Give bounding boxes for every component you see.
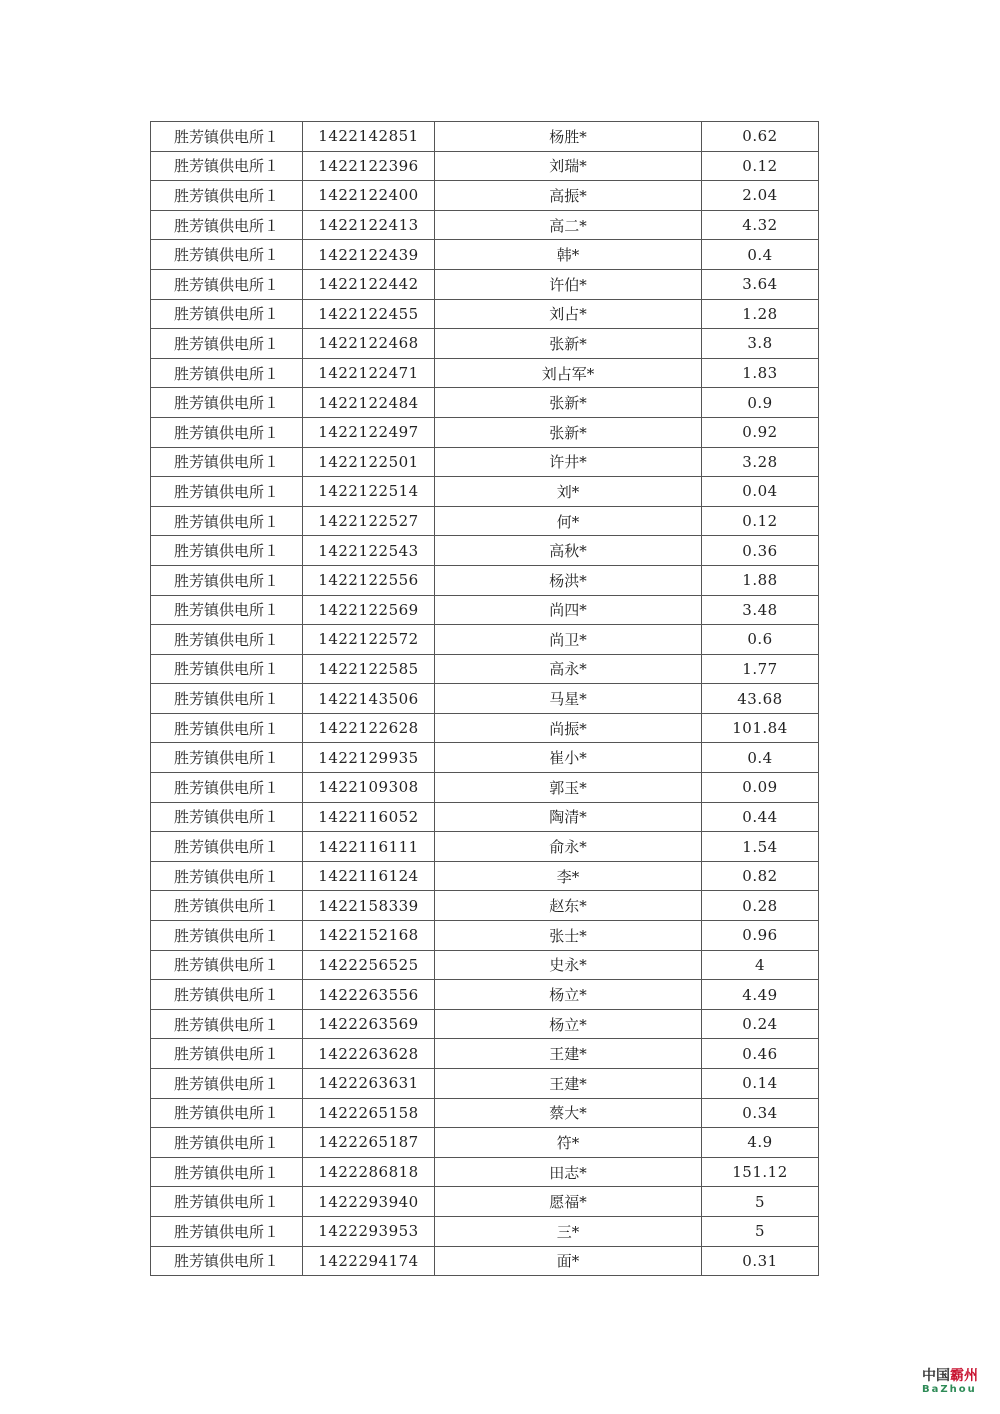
- station-cell: 胜芳镇供电所１: [151, 1246, 303, 1276]
- name-cell: 尚振*: [435, 713, 702, 743]
- name-cell: 三*: [435, 1216, 702, 1246]
- account-cell: 1422122442: [303, 269, 435, 299]
- station-cell: 胜芳镇供电所１: [151, 684, 303, 714]
- amount-cell: 2.04: [702, 181, 819, 211]
- station-cell: 胜芳镇供电所１: [151, 477, 303, 507]
- amount-cell: 0.14: [702, 1069, 819, 1099]
- account-cell: 1422122455: [303, 299, 435, 329]
- name-cell: 高二*: [435, 210, 702, 240]
- name-cell: 张新*: [435, 388, 702, 418]
- amount-cell: 4.49: [702, 980, 819, 1010]
- amount-cell: 5: [702, 1187, 819, 1217]
- account-cell: 1422122628: [303, 713, 435, 743]
- table-row: [151, 595, 819, 625]
- account-cell: 1422263569: [303, 1009, 435, 1039]
- station-cell: 胜芳镇供电所１: [151, 1187, 303, 1217]
- account-cell: 1422116111: [303, 832, 435, 862]
- station-cell: 胜芳镇供电所１: [151, 950, 303, 980]
- station-cell: 胜芳镇供电所１: [151, 802, 303, 832]
- name-cell: 张士*: [435, 921, 702, 951]
- account-cell: 1422152168: [303, 921, 435, 951]
- table-row: [151, 950, 819, 980]
- table-row: [151, 1039, 819, 1069]
- name-cell: 李*: [435, 861, 702, 891]
- table-body: [151, 122, 819, 1276]
- account-cell: 1422294174: [303, 1246, 435, 1276]
- account-cell: 1422265187: [303, 1128, 435, 1158]
- account-cell: 1422122569: [303, 595, 435, 625]
- station-cell: 胜芳镇供电所１: [151, 240, 303, 270]
- amount-cell: 5: [702, 1216, 819, 1246]
- amount-cell: 0.24: [702, 1009, 819, 1039]
- amount-cell: 0.6: [702, 625, 819, 655]
- account-cell: 1422263556: [303, 980, 435, 1010]
- account-cell: 1422293940: [303, 1187, 435, 1217]
- station-cell: 胜芳镇供电所１: [151, 299, 303, 329]
- amount-cell: 1.83: [702, 358, 819, 388]
- table-row: [151, 921, 819, 951]
- name-cell: 何*: [435, 506, 702, 536]
- table-row: [151, 151, 819, 181]
- amount-cell: 3.8: [702, 329, 819, 359]
- amount-cell: 43.68: [702, 684, 819, 714]
- amount-cell: 0.28: [702, 891, 819, 921]
- amount-cell: 4.9: [702, 1128, 819, 1158]
- name-cell: 许伯*: [435, 269, 702, 299]
- name-cell: 王建*: [435, 1039, 702, 1069]
- amount-cell: 4.32: [702, 210, 819, 240]
- name-cell: 许井*: [435, 447, 702, 477]
- table-row: [151, 477, 819, 507]
- station-cell: 胜芳镇供电所１: [151, 654, 303, 684]
- account-cell: 1422122497: [303, 417, 435, 447]
- account-cell: 1422286818: [303, 1157, 435, 1187]
- account-cell: 1422122572: [303, 625, 435, 655]
- station-cell: 胜芳镇供电所１: [151, 980, 303, 1010]
- table-row: [151, 210, 819, 240]
- name-cell: 田志*: [435, 1157, 702, 1187]
- name-cell: 陶清*: [435, 802, 702, 832]
- station-cell: 胜芳镇供电所１: [151, 506, 303, 536]
- account-cell: 1422263628: [303, 1039, 435, 1069]
- amount-cell: 1.54: [702, 832, 819, 862]
- amount-cell: 0.9: [702, 388, 819, 418]
- name-cell: 崔小*: [435, 743, 702, 773]
- name-cell: 杨胜*: [435, 122, 702, 152]
- account-cell: 1422265158: [303, 1098, 435, 1128]
- table-row: [151, 1187, 819, 1217]
- table-row: [151, 388, 819, 418]
- name-cell: 尚四*: [435, 595, 702, 625]
- account-cell: 1422293953: [303, 1216, 435, 1246]
- table-row: [151, 565, 819, 595]
- amount-cell: 4: [702, 950, 819, 980]
- account-cell: 1422142851: [303, 122, 435, 152]
- table-row: [151, 743, 819, 773]
- station-cell: 胜芳镇供电所１: [151, 1039, 303, 1069]
- amount-cell: 0.4: [702, 240, 819, 270]
- name-cell: 张新*: [435, 417, 702, 447]
- name-cell: 刘占*: [435, 299, 702, 329]
- account-cell: 1422122484: [303, 388, 435, 418]
- amount-cell: 101.84: [702, 713, 819, 743]
- account-cell: 1422122501: [303, 447, 435, 477]
- table-row: [151, 1157, 819, 1187]
- station-cell: 胜芳镇供电所１: [151, 447, 303, 477]
- table-row: [151, 536, 819, 566]
- name-cell: 杨洪*: [435, 565, 702, 595]
- name-cell: 尚卫*: [435, 625, 702, 655]
- account-cell: 1422263631: [303, 1069, 435, 1099]
- station-cell: 胜芳镇供电所１: [151, 595, 303, 625]
- account-cell: 1422122585: [303, 654, 435, 684]
- amount-cell: 0.31: [702, 1246, 819, 1276]
- account-cell: 1422122413: [303, 210, 435, 240]
- station-cell: 胜芳镇供电所１: [151, 358, 303, 388]
- arrears-table: [150, 121, 819, 1276]
- account-cell: 1422122527: [303, 506, 435, 536]
- station-cell: 胜芳镇供电所１: [151, 269, 303, 299]
- name-cell: 俞永*: [435, 832, 702, 862]
- amount-cell: 0.12: [702, 151, 819, 181]
- amount-cell: 0.36: [702, 536, 819, 566]
- amount-cell: 1.28: [702, 299, 819, 329]
- account-cell: 1422122468: [303, 329, 435, 359]
- name-cell: 刘瑞*: [435, 151, 702, 181]
- name-cell: 杨立*: [435, 1009, 702, 1039]
- station-cell: 胜芳镇供电所１: [151, 625, 303, 655]
- table-row: [151, 1069, 819, 1099]
- name-cell: 符*: [435, 1128, 702, 1158]
- table-row: [151, 625, 819, 655]
- amount-cell: 1.77: [702, 654, 819, 684]
- account-cell: 1422109308: [303, 773, 435, 803]
- account-cell: 1422122543: [303, 536, 435, 566]
- name-cell: 韩*: [435, 240, 702, 270]
- station-cell: 胜芳镇供电所１: [151, 921, 303, 951]
- table-row: [151, 1216, 819, 1246]
- amount-cell: 0.09: [702, 773, 819, 803]
- table-row: [151, 1009, 819, 1039]
- station-cell: 胜芳镇供电所１: [151, 1157, 303, 1187]
- table-row: [151, 861, 819, 891]
- table-row: [151, 802, 819, 832]
- logo-pinyin: BaZhou: [922, 1384, 977, 1395]
- name-cell: 史永*: [435, 950, 702, 980]
- amount-cell: 3.48: [702, 595, 819, 625]
- name-cell: 王建*: [435, 1069, 702, 1099]
- table-row: [151, 980, 819, 1010]
- table-row: [151, 299, 819, 329]
- station-cell: 胜芳镇供电所１: [151, 122, 303, 152]
- logo-brand-prefix: 中国: [922, 1368, 950, 1384]
- amount-cell: 0.46: [702, 1039, 819, 1069]
- table-row: [151, 891, 819, 921]
- station-cell: 胜芳镇供电所１: [151, 713, 303, 743]
- amount-cell: 3.28: [702, 447, 819, 477]
- amount-cell: 0.96: [702, 921, 819, 951]
- amount-cell: 0.12: [702, 506, 819, 536]
- account-cell: 1422129935: [303, 743, 435, 773]
- table-row: [151, 240, 819, 270]
- amount-cell: 3.64: [702, 269, 819, 299]
- station-cell: 胜芳镇供电所１: [151, 1128, 303, 1158]
- account-cell: 1422116052: [303, 802, 435, 832]
- name-cell: 张新*: [435, 329, 702, 359]
- name-cell: 面*: [435, 1246, 702, 1276]
- table-row: [151, 269, 819, 299]
- table-row: [151, 832, 819, 862]
- name-cell: 杨立*: [435, 980, 702, 1010]
- name-cell: 蔡大*: [435, 1098, 702, 1128]
- station-cell: 胜芳镇供电所１: [151, 181, 303, 211]
- station-cell: 胜芳镇供电所１: [151, 891, 303, 921]
- name-cell: 马星*: [435, 684, 702, 714]
- table-row: [151, 506, 819, 536]
- amount-cell: 0.4: [702, 743, 819, 773]
- station-cell: 胜芳镇供电所１: [151, 861, 303, 891]
- table-row: [151, 654, 819, 684]
- table-row: [151, 417, 819, 447]
- table-row: [151, 181, 819, 211]
- station-cell: 胜芳镇供电所１: [151, 773, 303, 803]
- station-cell: 胜芳镇供电所１: [151, 151, 303, 181]
- account-cell: 1422116124: [303, 861, 435, 891]
- amount-cell: 0.44: [702, 802, 819, 832]
- station-cell: 胜芳镇供电所１: [151, 743, 303, 773]
- account-cell: 1422122439: [303, 240, 435, 270]
- name-cell: 赵东*: [435, 891, 702, 921]
- table-row: [151, 447, 819, 477]
- table-row: [151, 713, 819, 743]
- station-cell: 胜芳镇供电所１: [151, 832, 303, 862]
- amount-cell: 151.12: [702, 1157, 819, 1187]
- name-cell: 高永*: [435, 654, 702, 684]
- amount-cell: 0.82: [702, 861, 819, 891]
- logo-brand: [922, 1368, 988, 1384]
- account-cell: 1422143506: [303, 684, 435, 714]
- station-cell: 胜芳镇供电所１: [151, 210, 303, 240]
- station-cell: 胜芳镇供电所１: [151, 536, 303, 566]
- station-cell: 胜芳镇供电所１: [151, 417, 303, 447]
- account-cell: 1422122471: [303, 358, 435, 388]
- station-cell: 胜芳镇供电所１: [151, 329, 303, 359]
- amount-cell: 0.04: [702, 477, 819, 507]
- account-cell: 1422122556: [303, 565, 435, 595]
- account-cell: 1422122396: [303, 151, 435, 181]
- account-cell: 1422122400: [303, 181, 435, 211]
- station-cell: 胜芳镇供电所１: [151, 1216, 303, 1246]
- amount-cell: 0.62: [702, 122, 819, 152]
- station-cell: 胜芳镇供电所１: [151, 388, 303, 418]
- name-cell: 刘占军*: [435, 358, 702, 388]
- table-row: [151, 122, 819, 152]
- station-cell: 胜芳镇供电所１: [151, 1098, 303, 1128]
- station-cell: 胜芳镇供电所１: [151, 1009, 303, 1039]
- station-cell: 胜芳镇供电所１: [151, 1069, 303, 1099]
- table-row: [151, 684, 819, 714]
- table-row: [151, 1098, 819, 1128]
- amount-cell: 1.88: [702, 565, 819, 595]
- site-logo: [922, 1368, 988, 1398]
- table-row: [151, 358, 819, 388]
- name-cell: 高振*: [435, 181, 702, 211]
- logo-brand-suffix: 霸州: [950, 1368, 978, 1384]
- table-row: [151, 773, 819, 803]
- account-cell: 1422158339: [303, 891, 435, 921]
- amount-cell: 0.34: [702, 1098, 819, 1128]
- name-cell: 郭玉*: [435, 773, 702, 803]
- amount-cell: 0.92: [702, 417, 819, 447]
- name-cell: 刘*: [435, 477, 702, 507]
- table-row: [151, 1246, 819, 1276]
- table-row: [151, 329, 819, 359]
- name-cell: 高秋*: [435, 536, 702, 566]
- table-row: [151, 1128, 819, 1158]
- account-cell: 1422256525: [303, 950, 435, 980]
- station-cell: 胜芳镇供电所１: [151, 565, 303, 595]
- account-cell: 1422122514: [303, 477, 435, 507]
- name-cell: 愿福*: [435, 1187, 702, 1217]
